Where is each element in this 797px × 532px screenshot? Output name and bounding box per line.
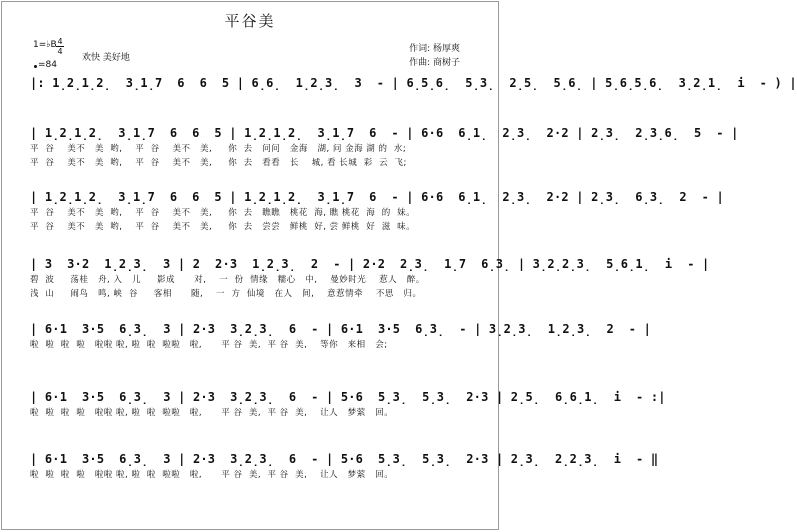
notation-line: | 1̣2̣1̣2̣ 3̣1̣7 6 6 5 | 1̣2̣1̣2̣ 3̣1̣7 6 - | 6·6 6̣1̣ 2̣3̣ 2·2 | 2̣3̣ 2̣3̣6̣ 5 - | [30, 126, 739, 140]
score-system [30, 257, 710, 299]
key-signature: 1=♭B [33, 40, 57, 50]
time-signature [56, 37, 64, 56]
notation-line: | 6·1 3·5 6̣3̣ 3 | 2·3 3̣2̣3̣ 6 - | 5·6 5̣3̣ 5̣3̣ 2·3 | 2̣5̣ 6̣6̣1̣ i - :| [30, 390, 666, 404]
tempo-marking [34, 60, 57, 70]
lyricist-credit: 作词: 杨厚爽 [409, 44, 460, 54]
score-system [30, 390, 666, 418]
song-title: 平谷美 [224, 12, 276, 30]
notation-line: | 1̣2̣1̣2̣ 3̣1̣7 6 6 5 | 1̣2̣1̣2̣ 3̣1̣7 6 - | 6·6 6̣1̣ 2̣3̣ 2·2 | 2̣3̣ 6̣3̣ 2 - | [30, 190, 724, 204]
credits [409, 42, 460, 70]
lyric-line: 啦 啦 啦 啦 啦啦 啦, 啦 啦 啦啦 啦, 平 谷 美, 平 谷 美, 让人 梦萦 回。 [30, 470, 394, 480]
notation-line: | 6·1 3·5 6̣3̣ 3 | 2·3 3̣2̣3̣ 6 - | 5·6 5̣3̣ 5̣3̣ 2·3 | 2̣3̣ 2̣2̣3̣ i - ‖ [30, 452, 659, 466]
quarter-note-icon [34, 65, 37, 68]
notation-line: |: 1̣2̣1̣2̣ 3̣1̣7 6 6 5 | 6̣6̣ 1̣2̣3̣ 3 - | 6̣5̣6̣ 5̣3̣ 2̣5̣ 5̣6̣ | 5̣6̣5̣6̣ 3̣2̣1̣ i - ) | [30, 76, 797, 90]
lyric-line: 啦 啦 啦 啦 啦啦 啦, 啦 啦 啦啦 啦, 平 谷 美, 平 谷 美, 等你 来相 会; [30, 340, 388, 350]
score-system [30, 452, 659, 480]
lyric-line: 平 谷 美不 美 哟, 平 谷 美不 美, 你 去 问问 金海 湖, 问 金海 湖 的 水; [30, 144, 407, 154]
lyric-line: 浅 山 闹鸟 鸣, 峡 谷 客相 随, 一 方 仙境 在人 间, 意惹情牵 不思 归。 [30, 289, 422, 299]
lyric-line: 啦 啦 啦 啦 啦啦 啦, 啦 啦 啦啦 啦, 平 谷 美, 平 谷 美, 让人 梦萦 回。 [30, 408, 394, 418]
score-page [1, 1, 797, 530]
lyric-line: 平 谷 美不 美 哟, 平 谷 美不 美, 你 去 瞧瞧 桃花 海, 瞧 桃花 海 的 妹。 [30, 208, 416, 218]
meter-top: 4 [57, 37, 63, 46]
lyric-line: 平 谷 美不 美 哟, 平 谷 美不 美, 你 去 看看 长 城, 看 长城 彩 云 飞; [30, 158, 407, 168]
tempo-value: =84 [38, 60, 57, 70]
lyric-line: 平 谷 美不 美 哟, 平 谷 美不 美, 你 去 尝尝 鲜桃 好, 尝 鲜桃 好 滋 味。 [30, 222, 416, 232]
lyric-line: 碧 波 荡桂 舟, 入 儿 影成 对, 一 份 情缘 糯心 中, 曼妙时光 惹人 醉。 [30, 275, 425, 285]
score-system [30, 190, 724, 232]
score-system [30, 322, 652, 350]
meter-bottom: 4 [57, 47, 63, 56]
score-system [30, 126, 739, 168]
notation-line: | 6·1 3·5 6̣3̣ 3 | 2·3 3̣2̣3̣ 6 - | 6·1 3·5 6̣3̣ - | 3̣2̣3̣ 1̣2̣3̣ 2 - | [30, 322, 652, 336]
notation-line: | 3 3·2 1̣2̣3̣ 3 | 2 2·3 1̣2̣3̣ 2 - | 2·2 2̣3̣ 1̣7 6̣3̣ | 3̣2̣2̣3̣ 5̣6̣1̣ i - | [30, 257, 710, 271]
composer-credit: 作曲: 商树子 [409, 58, 460, 68]
score-system [30, 76, 797, 90]
expression-marking: 欢快 美好地 [82, 53, 130, 63]
